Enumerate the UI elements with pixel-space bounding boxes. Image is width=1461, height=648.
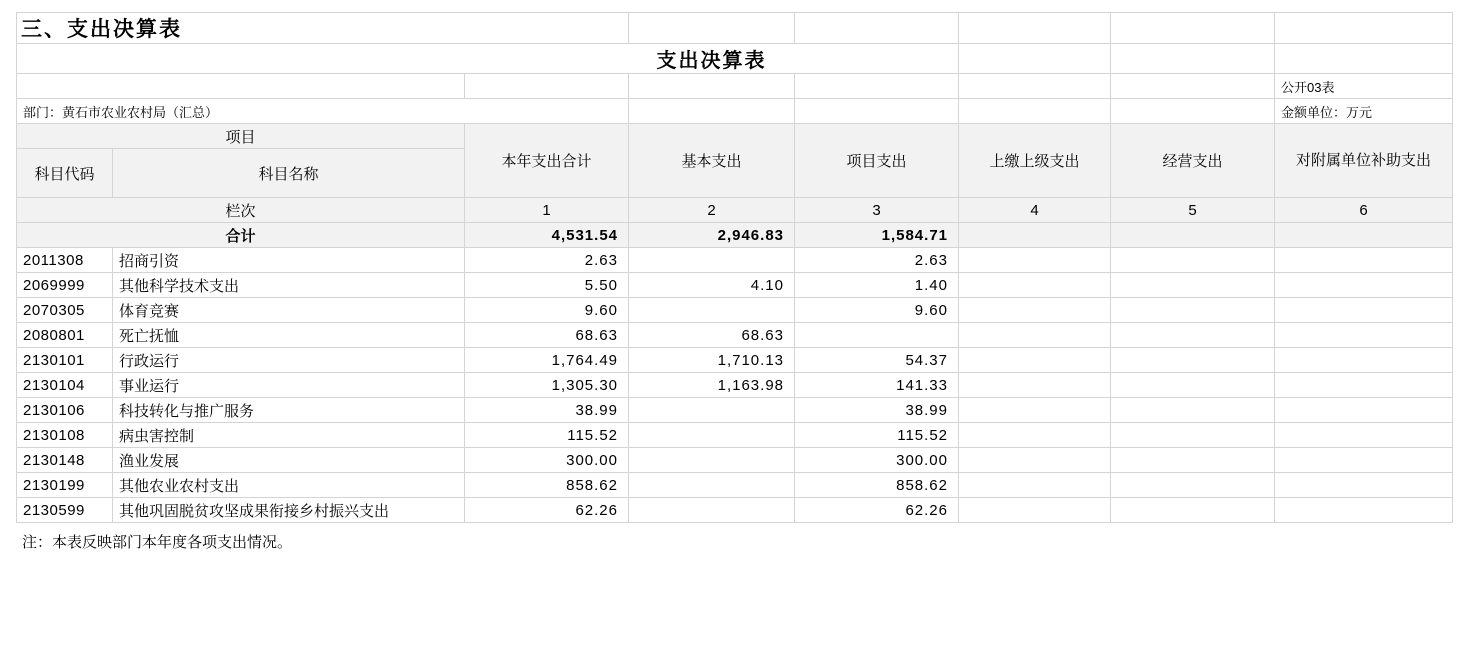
row-name: 事业运行 xyxy=(113,373,465,398)
total-value-subsidy xyxy=(1275,223,1453,248)
empty-cell xyxy=(1111,44,1275,74)
empty-cell xyxy=(113,44,465,74)
empty-cell xyxy=(959,13,1111,44)
row-value-operating xyxy=(1111,373,1275,398)
row-value-upper xyxy=(959,498,1111,523)
row-value-subsidy xyxy=(1275,423,1453,448)
row-value-operating xyxy=(1111,348,1275,373)
table-row xyxy=(17,248,1453,273)
table-row xyxy=(17,423,1453,448)
empty-cell xyxy=(17,74,113,99)
empty-cell xyxy=(629,74,795,99)
row-name: 病虫害控制 xyxy=(113,423,465,448)
row-name: 科技转化与推广服务 xyxy=(113,398,465,423)
total-row xyxy=(17,223,1453,248)
row-value-upper xyxy=(959,298,1111,323)
row-value-subsidy xyxy=(1275,323,1453,348)
row-value-subsidy xyxy=(1275,298,1453,323)
row-value-operating xyxy=(1111,423,1275,448)
row-value-basic: 1,163.98 xyxy=(629,373,795,398)
row-value-basic xyxy=(629,498,795,523)
column-index-5: 5 xyxy=(1111,198,1275,223)
column-index-1: 1 xyxy=(465,198,629,223)
row-code: 2130104 xyxy=(17,373,113,398)
public-form-number: 公开03表 xyxy=(1275,74,1453,99)
row-value-upper xyxy=(959,448,1111,473)
row-name: 其他巩固脱贫攻坚成果衔接乡村振兴支出 xyxy=(113,498,465,523)
row-value-project: 300.00 xyxy=(795,448,959,473)
row-value-subsidy xyxy=(1275,398,1453,423)
amount-unit-label: 金额单位：万元 xyxy=(1275,99,1453,124)
row-name: 渔业发展 xyxy=(113,448,465,473)
row-code: 2130106 xyxy=(17,398,113,423)
empty-cell xyxy=(1111,99,1275,124)
row-value-operating xyxy=(1111,273,1275,298)
row-value-basic xyxy=(629,398,795,423)
empty-cell xyxy=(1111,13,1275,44)
row-value-total: 858.62 xyxy=(465,473,629,498)
row-code: 2070305 xyxy=(17,298,113,323)
row-value-operating xyxy=(1111,323,1275,348)
empty-cell xyxy=(795,99,959,124)
department-row xyxy=(17,99,1453,124)
table-row xyxy=(17,298,1453,323)
row-value-project: 2.63 xyxy=(795,248,959,273)
row-value-total: 115.52 xyxy=(465,423,629,448)
row-value-upper xyxy=(959,348,1111,373)
row-value-basic: 68.63 xyxy=(629,323,795,348)
table-row xyxy=(17,348,1453,373)
row-value-project: 38.99 xyxy=(795,398,959,423)
row-value-total: 62.26 xyxy=(465,498,629,523)
total-value-operating xyxy=(1111,223,1275,248)
row-value-basic xyxy=(629,473,795,498)
table-title: 支出决算表 xyxy=(629,44,795,74)
table-title-row xyxy=(17,44,1453,74)
table-row xyxy=(17,323,1453,348)
empty-cell xyxy=(629,13,795,44)
table-row xyxy=(17,273,1453,298)
row-value-project: 858.62 xyxy=(795,473,959,498)
row-value-upper xyxy=(959,473,1111,498)
row-value-operating xyxy=(1111,473,1275,498)
header-col-subsidy: 对附属单位补助支出 xyxy=(1275,124,1453,198)
row-name: 其他科学技术支出 xyxy=(113,273,465,298)
column-index-label: 栏次 xyxy=(17,198,465,223)
row-value-total: 38.99 xyxy=(465,398,629,423)
row-value-total: 300.00 xyxy=(465,448,629,473)
total-value-basic: 2,946.83 xyxy=(629,223,795,248)
row-value-basic xyxy=(629,248,795,273)
table-row xyxy=(17,448,1453,473)
row-value-basic: 1,710.13 xyxy=(629,348,795,373)
row-value-project: 62.26 xyxy=(795,498,959,523)
row-value-operating xyxy=(1111,398,1275,423)
header-col-project: 项目支出 xyxy=(795,124,959,198)
row-value-upper xyxy=(959,248,1111,273)
row-value-subsidy xyxy=(1275,248,1453,273)
row-value-upper xyxy=(959,373,1111,398)
empty-cell xyxy=(1275,44,1453,74)
empty-cell xyxy=(17,44,113,74)
row-value-subsidy xyxy=(1275,273,1453,298)
empty-cell xyxy=(795,74,959,99)
empty-cell xyxy=(1111,74,1275,99)
row-value-subsidy xyxy=(1275,448,1453,473)
column-index-3: 3 xyxy=(795,198,959,223)
row-code: 2130108 xyxy=(17,423,113,448)
row-value-subsidy xyxy=(1275,498,1453,523)
row-code: 2080801 xyxy=(17,323,113,348)
row-value-basic xyxy=(629,298,795,323)
column-index-row xyxy=(17,198,1453,223)
header-col-total: 本年支出合计 xyxy=(465,124,629,198)
expenditure-final-accounts-table xyxy=(16,12,1453,523)
header-col-upper: 上缴上级支出 xyxy=(959,124,1111,198)
public-form-row xyxy=(17,74,1453,99)
row-code: 2130199 xyxy=(17,473,113,498)
column-index-4: 4 xyxy=(959,198,1111,223)
empty-cell xyxy=(465,13,629,44)
row-value-upper xyxy=(959,323,1111,348)
row-value-basic: 4.10 xyxy=(629,273,795,298)
department-label: 部门：黄石市农业农村局（汇总） xyxy=(17,99,465,124)
row-value-subsidy xyxy=(1275,473,1453,498)
total-value-total: 4,531.54 xyxy=(465,223,629,248)
header-col-operating: 经营支出 xyxy=(1111,124,1275,198)
empty-cell xyxy=(465,74,629,99)
row-value-operating xyxy=(1111,498,1275,523)
row-value-operating xyxy=(1111,448,1275,473)
row-value-operating xyxy=(1111,298,1275,323)
row-value-project: 54.37 xyxy=(795,348,959,373)
section-title: 三、支出决算表 xyxy=(17,13,465,44)
row-name: 招商引资 xyxy=(113,248,465,273)
empty-cell xyxy=(465,99,629,124)
row-value-operating xyxy=(1111,248,1275,273)
header-col-basic: 基本支出 xyxy=(629,124,795,198)
empty-cell xyxy=(113,74,465,99)
empty-cell xyxy=(465,44,629,74)
header-subject-name: 科目名称 xyxy=(113,149,465,198)
row-value-upper xyxy=(959,423,1111,448)
row-value-total: 5.50 xyxy=(465,273,629,298)
row-value-project xyxy=(795,323,959,348)
row-value-project: 141.33 xyxy=(795,373,959,398)
total-label: 合计 xyxy=(17,223,465,248)
row-value-project: 1.40 xyxy=(795,273,959,298)
row-name: 死亡抚恤 xyxy=(113,323,465,348)
empty-cell xyxy=(959,44,1111,74)
row-name: 行政运行 xyxy=(113,348,465,373)
row-value-total: 2.63 xyxy=(465,248,629,273)
row-value-subsidy xyxy=(1275,373,1453,398)
row-value-basic xyxy=(629,423,795,448)
footer-note: 注：本表反映部门本年度各项支出情况。 xyxy=(22,534,293,551)
row-code: 2130148 xyxy=(17,448,113,473)
table-row xyxy=(17,398,1453,423)
row-code: 2130599 xyxy=(17,498,113,523)
header-subject-code: 科目代码 xyxy=(17,149,113,198)
empty-cell xyxy=(1275,13,1453,44)
row-value-total: 1,305.30 xyxy=(465,373,629,398)
total-value-upper xyxy=(959,223,1111,248)
row-name: 体育竞赛 xyxy=(113,298,465,323)
empty-cell xyxy=(629,99,795,124)
total-value-project: 1,584.71 xyxy=(795,223,959,248)
row-value-total: 9.60 xyxy=(465,298,629,323)
section-title-row xyxy=(17,13,1453,44)
row-value-total: 1,764.49 xyxy=(465,348,629,373)
row-value-total: 68.63 xyxy=(465,323,629,348)
row-code: 2130101 xyxy=(17,348,113,373)
row-code: 2069999 xyxy=(17,273,113,298)
table-row xyxy=(17,473,1453,498)
empty-cell xyxy=(959,74,1111,99)
empty-cell xyxy=(795,13,959,44)
column-index-2: 2 xyxy=(629,198,795,223)
table-header-row-1 xyxy=(17,124,1453,149)
empty-cell xyxy=(959,99,1111,124)
empty-cell xyxy=(795,44,959,74)
header-item-group: 项目 xyxy=(17,124,465,149)
row-name: 其他农业农村支出 xyxy=(113,473,465,498)
row-value-upper xyxy=(959,398,1111,423)
row-value-basic xyxy=(629,448,795,473)
table-row xyxy=(17,373,1453,398)
column-index-6: 6 xyxy=(1275,198,1453,223)
row-value-subsidy xyxy=(1275,348,1453,373)
table-row xyxy=(17,498,1453,523)
row-value-project: 115.52 xyxy=(795,423,959,448)
row-code: 2011308 xyxy=(17,248,113,273)
row-value-upper xyxy=(959,273,1111,298)
row-value-project: 9.60 xyxy=(795,298,959,323)
